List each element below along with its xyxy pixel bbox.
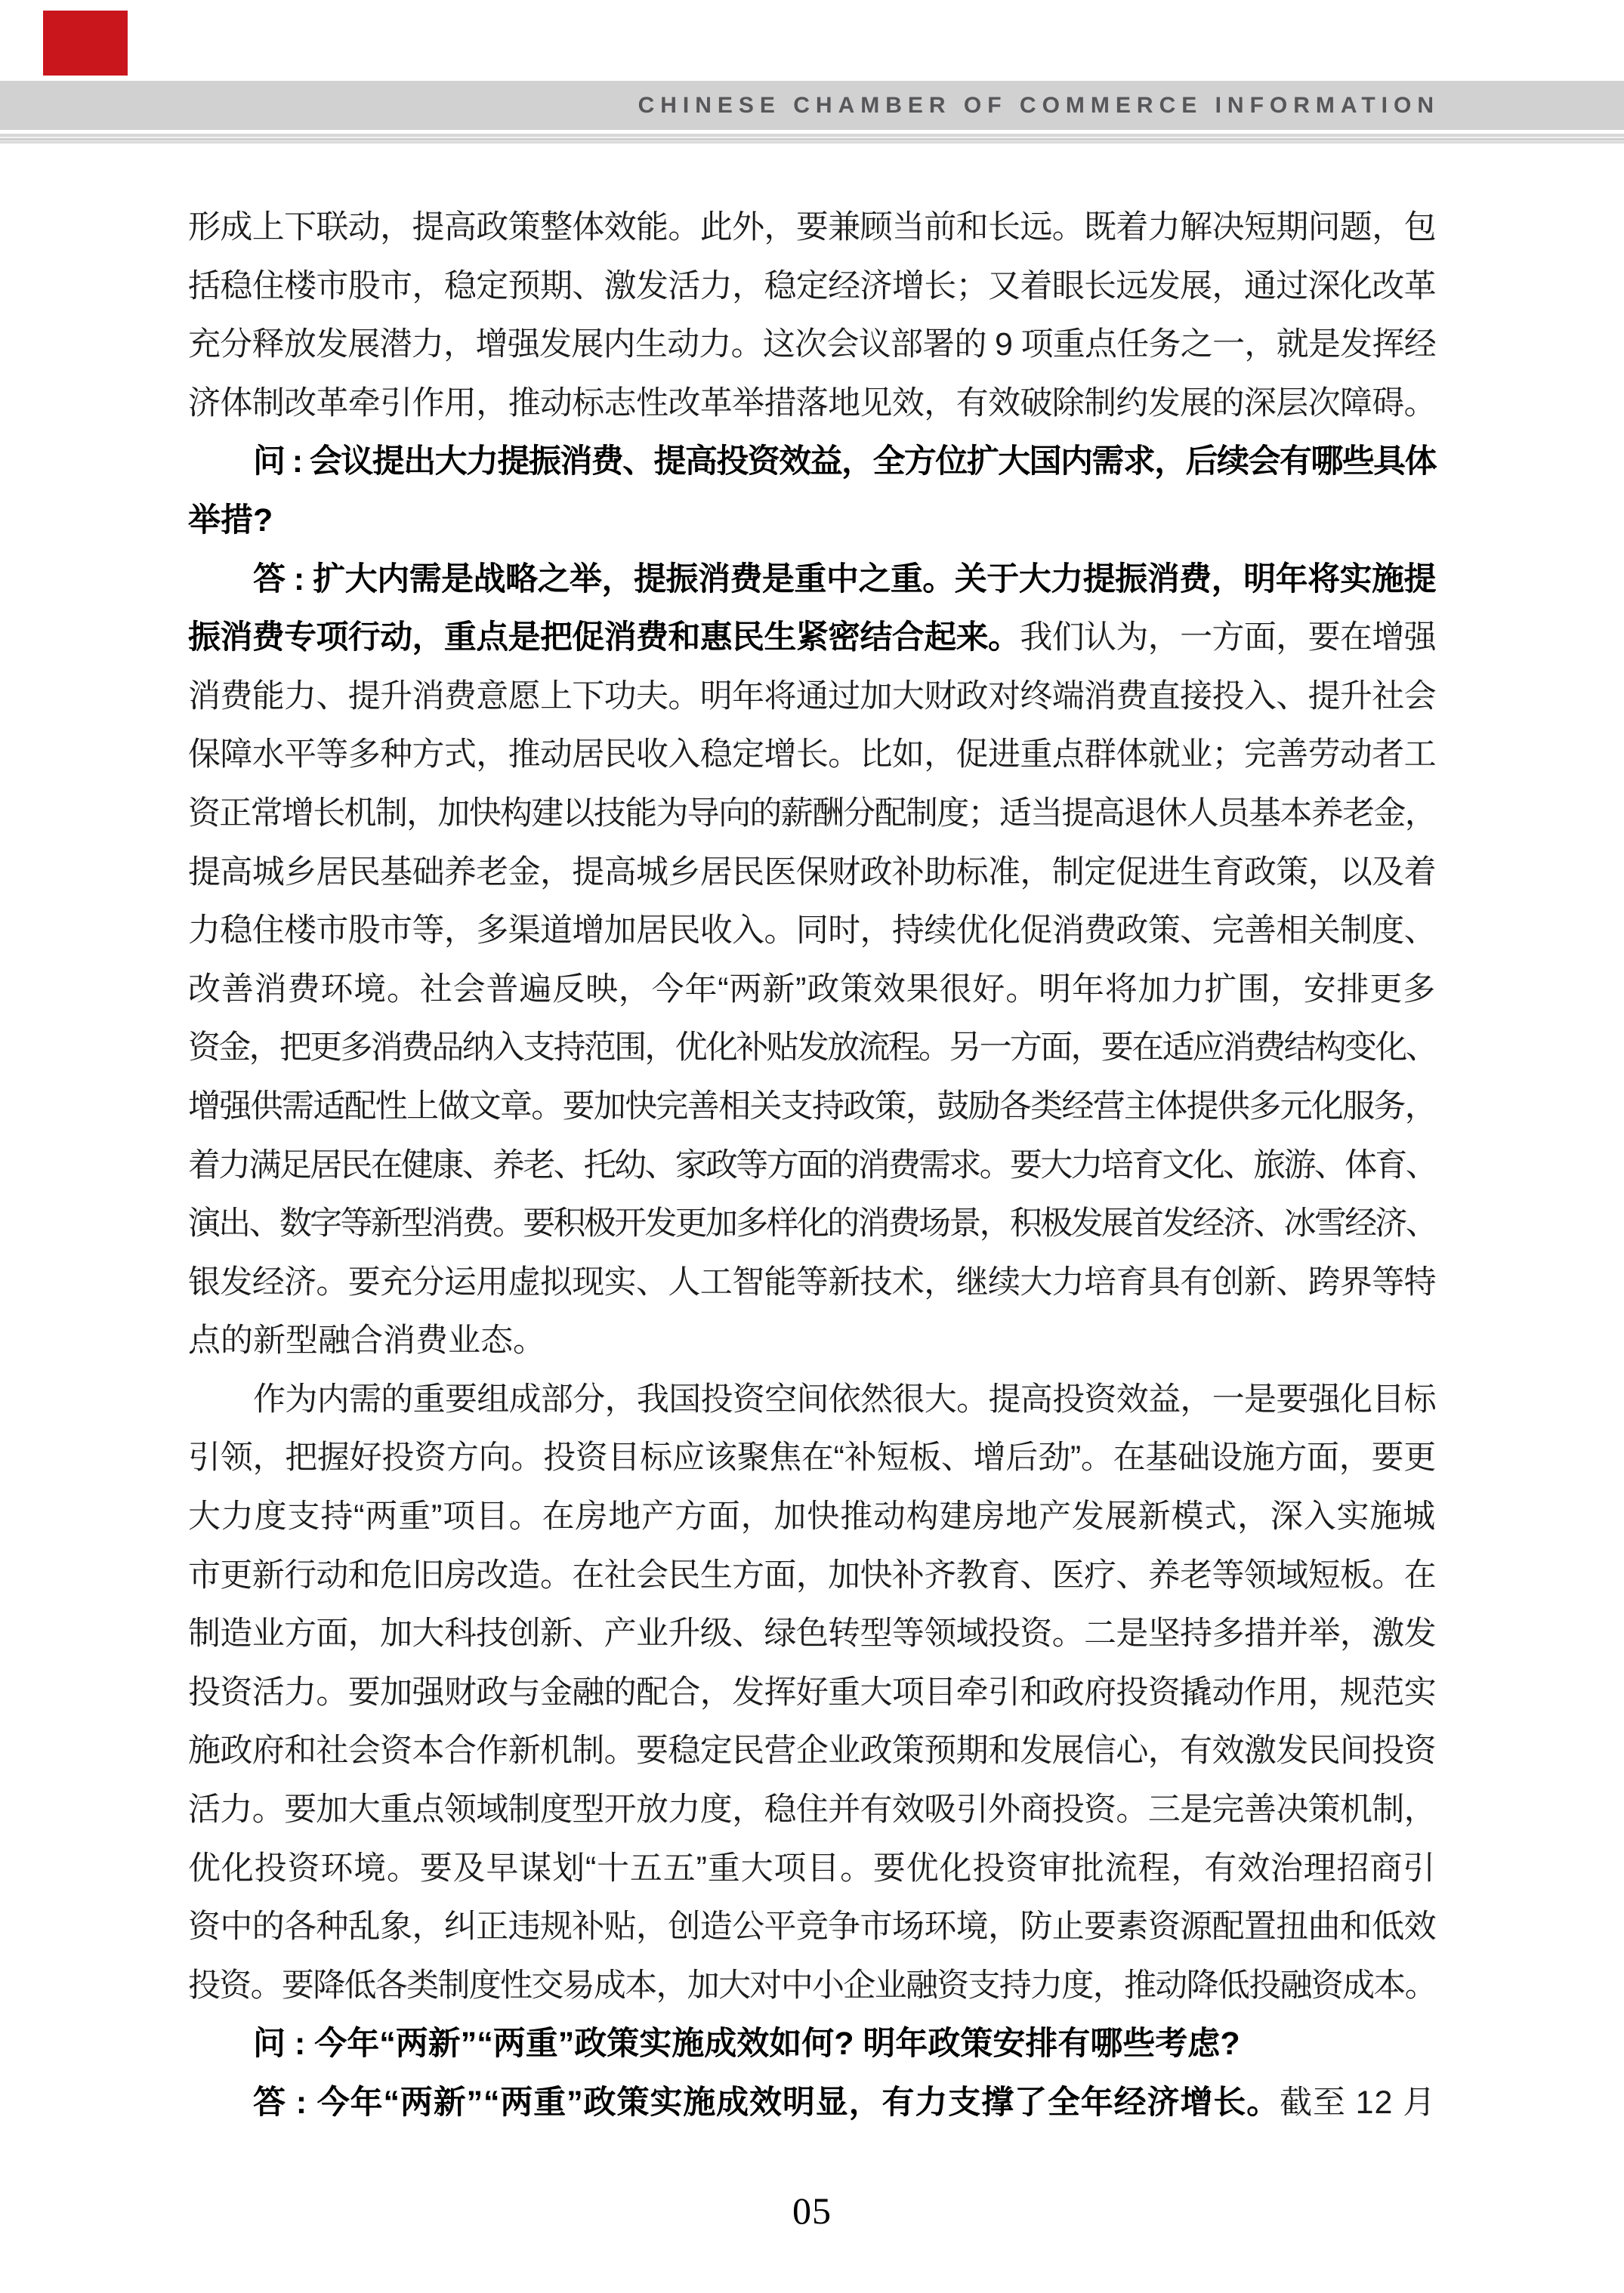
text-line (188, 1429, 1436, 1488)
text-line-content (188, 1909, 1436, 1945)
text-segment: 演出、数字等新型消费。要积极开发更加多样化的消费场景，积极发展首发经济、冰雪经济、 (188, 1205, 1436, 1242)
text-line (188, 1371, 1436, 1430)
text-segment: 大力度支持“两重”项目。在房地产方面，加快推动构建房地产发展新模式，深入实施城 (188, 1498, 1436, 1535)
text-line-content (188, 1205, 1436, 1242)
text-line (188, 609, 1436, 668)
text-line (188, 1254, 1436, 1313)
text-line-content (253, 2085, 1436, 2121)
text-line-content (188, 209, 1436, 245)
text-line (188, 1898, 1436, 1957)
text-line (188, 258, 1436, 316)
text-line-content (188, 1498, 1436, 1535)
text-line-content (253, 443, 1436, 480)
text-segment: 增强供需适配性上做文章。要加快完善相关支持政策，鼓励各类经营主体提供多元化服务， (188, 1088, 1436, 1125)
text-line (188, 1957, 1436, 2016)
text-line (188, 1488, 1436, 1547)
text-line (188, 1312, 1436, 1371)
text-line-content (188, 795, 1436, 832)
text-line (188, 1137, 1436, 1196)
text-line (188, 785, 1436, 844)
text-segment: 制造业方面，加大科技创新、产业升级、绿色转型等领域投资。二是坚持多措并举，激发 (188, 1616, 1436, 1653)
text-segment: 投资。要降低各类制度性交易成本，加大对中小企业融资支持力度，推动降低投融资成本。 (188, 1967, 1436, 2004)
text-line-content (188, 736, 1436, 773)
text-line (188, 902, 1436, 961)
bold-text-segment: 答 : 扩大内需是战略之举，提振消费是重中之重。关于大力提振消费，明年将实施提 (253, 560, 1436, 597)
text-line-content (188, 1029, 1436, 1066)
text-line-content (188, 1792, 1436, 1828)
bold-text-segment: 振消费专项行动，重点是把促消费和惠民生紧密结合起来。 (188, 619, 1020, 656)
text-line-content (188, 854, 1436, 890)
text-line-content (253, 1381, 1436, 1418)
text-line-content (188, 268, 1436, 304)
text-line-content (188, 1147, 1436, 1184)
text-segment: 改善消费环境。社会普遍反映，今年“两新”政策效果很好。明年将加力扩围，安排更多 (188, 971, 1436, 1008)
text-line (188, 433, 1436, 492)
text-segment: 优化投资环境。要及早谋划“十五五”重大项目。要优化投资审批流程，有效治理招商引 (188, 1850, 1436, 1887)
text-segment: 施政府和社会资本合作新机制。要稳定民营企业政策预期和发展信心，有效激发民间投资 (188, 1733, 1436, 1770)
text-line (188, 2015, 1436, 2074)
text-segment: 资正常增长机制，加快构建以技能为导向的薪酬分配制度；适当提高退休人员基本养老金， (188, 795, 1436, 832)
header-band-title: CHINESE CHAMBER OF COMMERCE INFORMATION (638, 93, 1440, 118)
text-segment: 引领，把握好投资方向。投资目标应该聚焦在“补短板、增后劲”。在基础设施方面，要更 (188, 1440, 1436, 1477)
text-line (188, 1019, 1436, 1078)
text-line-content (188, 326, 1436, 363)
text-segment: 作为内需的重要组成部分，我国投资空间依然很大。提高投资效益，一是要强化目标 (253, 1381, 1436, 1418)
bold-text-segment: 举措? (188, 501, 273, 539)
text-line-content (188, 678, 1436, 714)
text-line (188, 199, 1436, 258)
text-line (188, 1605, 1436, 1664)
text-segment: 提高城乡居民基础养老金，提高城乡居民医保财政补助标准，制定促进生育政策，以及着 (188, 853, 1436, 890)
text-line (188, 1664, 1436, 1723)
text-line (188, 316, 1436, 375)
text-line (188, 2074, 1436, 2133)
text-segment: 银发经济。要充分运用虚拟现实、人工智能等新技术，继续大力培育具有创新、跨界等特 (188, 1264, 1436, 1301)
text-line-content (188, 912, 1436, 949)
text-segment: 形成上下联动，提高政策整体效能。此外，要兼顾当前和长远。既着力解决短期问题，包 (188, 209, 1436, 245)
text-line-content (188, 1264, 1436, 1301)
text-line (188, 1722, 1436, 1781)
text-line-content (188, 502, 273, 539)
text-line-content (188, 1674, 1436, 1711)
bold-text-segment: 答 : 今年“两新”“两重”政策实施成效明显，有力支撑了全年经济增长。 (253, 2085, 1280, 2121)
text-line-content (188, 971, 1436, 1008)
article-body (188, 199, 1436, 2133)
text-segment: 保障水平等多种方式，推动居民收入稳定增长。比如，促进重点群体就业；完善劳动者工 (188, 736, 1436, 773)
text-line (188, 1781, 1436, 1840)
text-line (188, 1078, 1436, 1137)
text-segment: 着力满足居民在健康、养老、托幼、家政等方面的消费需求。要大力培育文化、旅游、体育、 (188, 1146, 1436, 1184)
text-line (188, 961, 1436, 1020)
red-corner-tab (43, 11, 128, 76)
text-segment: 投资活力。要加强财政与金融的配合，发挥好重大项目牵引和政府投资撬动作用，规范实 (188, 1674, 1436, 1711)
text-segment: 活力。要加大重点领域制度型开放力度，稳住并有效吸引外商投资。三是完善决策机制， (188, 1792, 1436, 1829)
text-line (188, 492, 1436, 551)
text-line-content (188, 1850, 1436, 1887)
text-line-content (188, 1967, 1436, 2004)
header-band (0, 81, 1624, 130)
text-line (188, 1547, 1436, 1606)
text-line-content (188, 619, 1436, 656)
text-segment: 济体制改革牵引作用，推动标志性改革举措落地见效，有效破除制约发展的深层次障碍。 (188, 384, 1436, 421)
text-line-content (188, 1322, 545, 1359)
page-number: 05 (792, 2190, 832, 2232)
text-line (188, 1195, 1436, 1254)
text-segment: 市更新行动和危旧房改造。在社会民生方面，加快补齐教育、医疗、养老等领域短板。在 (188, 1557, 1436, 1594)
text-segment: 力稳住楼市股市等，多渠道增加居民收入。同时，持续优化促消费政策、完善相关制度、 (188, 912, 1436, 949)
bold-text-segment: 问 : 今年“两新”“两重”政策实施成效如何? 明年政策安排有哪些考虑? (253, 2026, 1240, 2063)
text-segment: 点的新型融合消费业态。 (188, 1322, 545, 1359)
bold-text-segment: 问 : 会议提出大力提振消费、提高投资效益，全方位扩大国内需求，后续会有哪些具体 (253, 443, 1436, 480)
text-segment: 我们认为，一方面，要在增强 (1020, 619, 1437, 656)
text-line-content (188, 1440, 1436, 1476)
text-line (188, 375, 1436, 434)
text-line (188, 726, 1436, 785)
text-line (188, 668, 1436, 727)
text-line-content (253, 2026, 1240, 2062)
text-segment: 资金，把更多消费品纳入支持范围，优化补贴发放流程。另一方面，要在适应消费结构变化、 (188, 1029, 1436, 1066)
text-segment: 充分释放发展潜力，增强发展内生动力。这次会议部署的 9 项重点任务之一，就是发挥经 (188, 326, 1436, 363)
text-line-content (188, 385, 1436, 421)
text-segment: 消费能力、提升消费意愿上下功夫。明年将通过加大财政对终端消费直接投入、提升社会 (188, 677, 1436, 714)
text-line-content (253, 561, 1436, 597)
text-line (188, 551, 1436, 610)
text-segment: 括稳住楼市股市，稳定预期、激发活力，稳定经济增长；又着眼长远发展，通过深化改革 (188, 267, 1436, 304)
text-line-content (188, 1557, 1436, 1594)
header-divider-rule (0, 134, 1624, 144)
text-line-content (188, 1733, 1436, 1769)
text-line-content (188, 1616, 1436, 1652)
text-line-content (188, 1088, 1436, 1125)
text-line (188, 1840, 1436, 1899)
text-segment: 截至 12 月 (1280, 2085, 1436, 2121)
text-segment: 资中的各种乱象，纠正违规补贴，创造公平竞争市场环境，防止要素资源配置扭曲和低效 (188, 1909, 1436, 1946)
text-line (188, 844, 1436, 903)
